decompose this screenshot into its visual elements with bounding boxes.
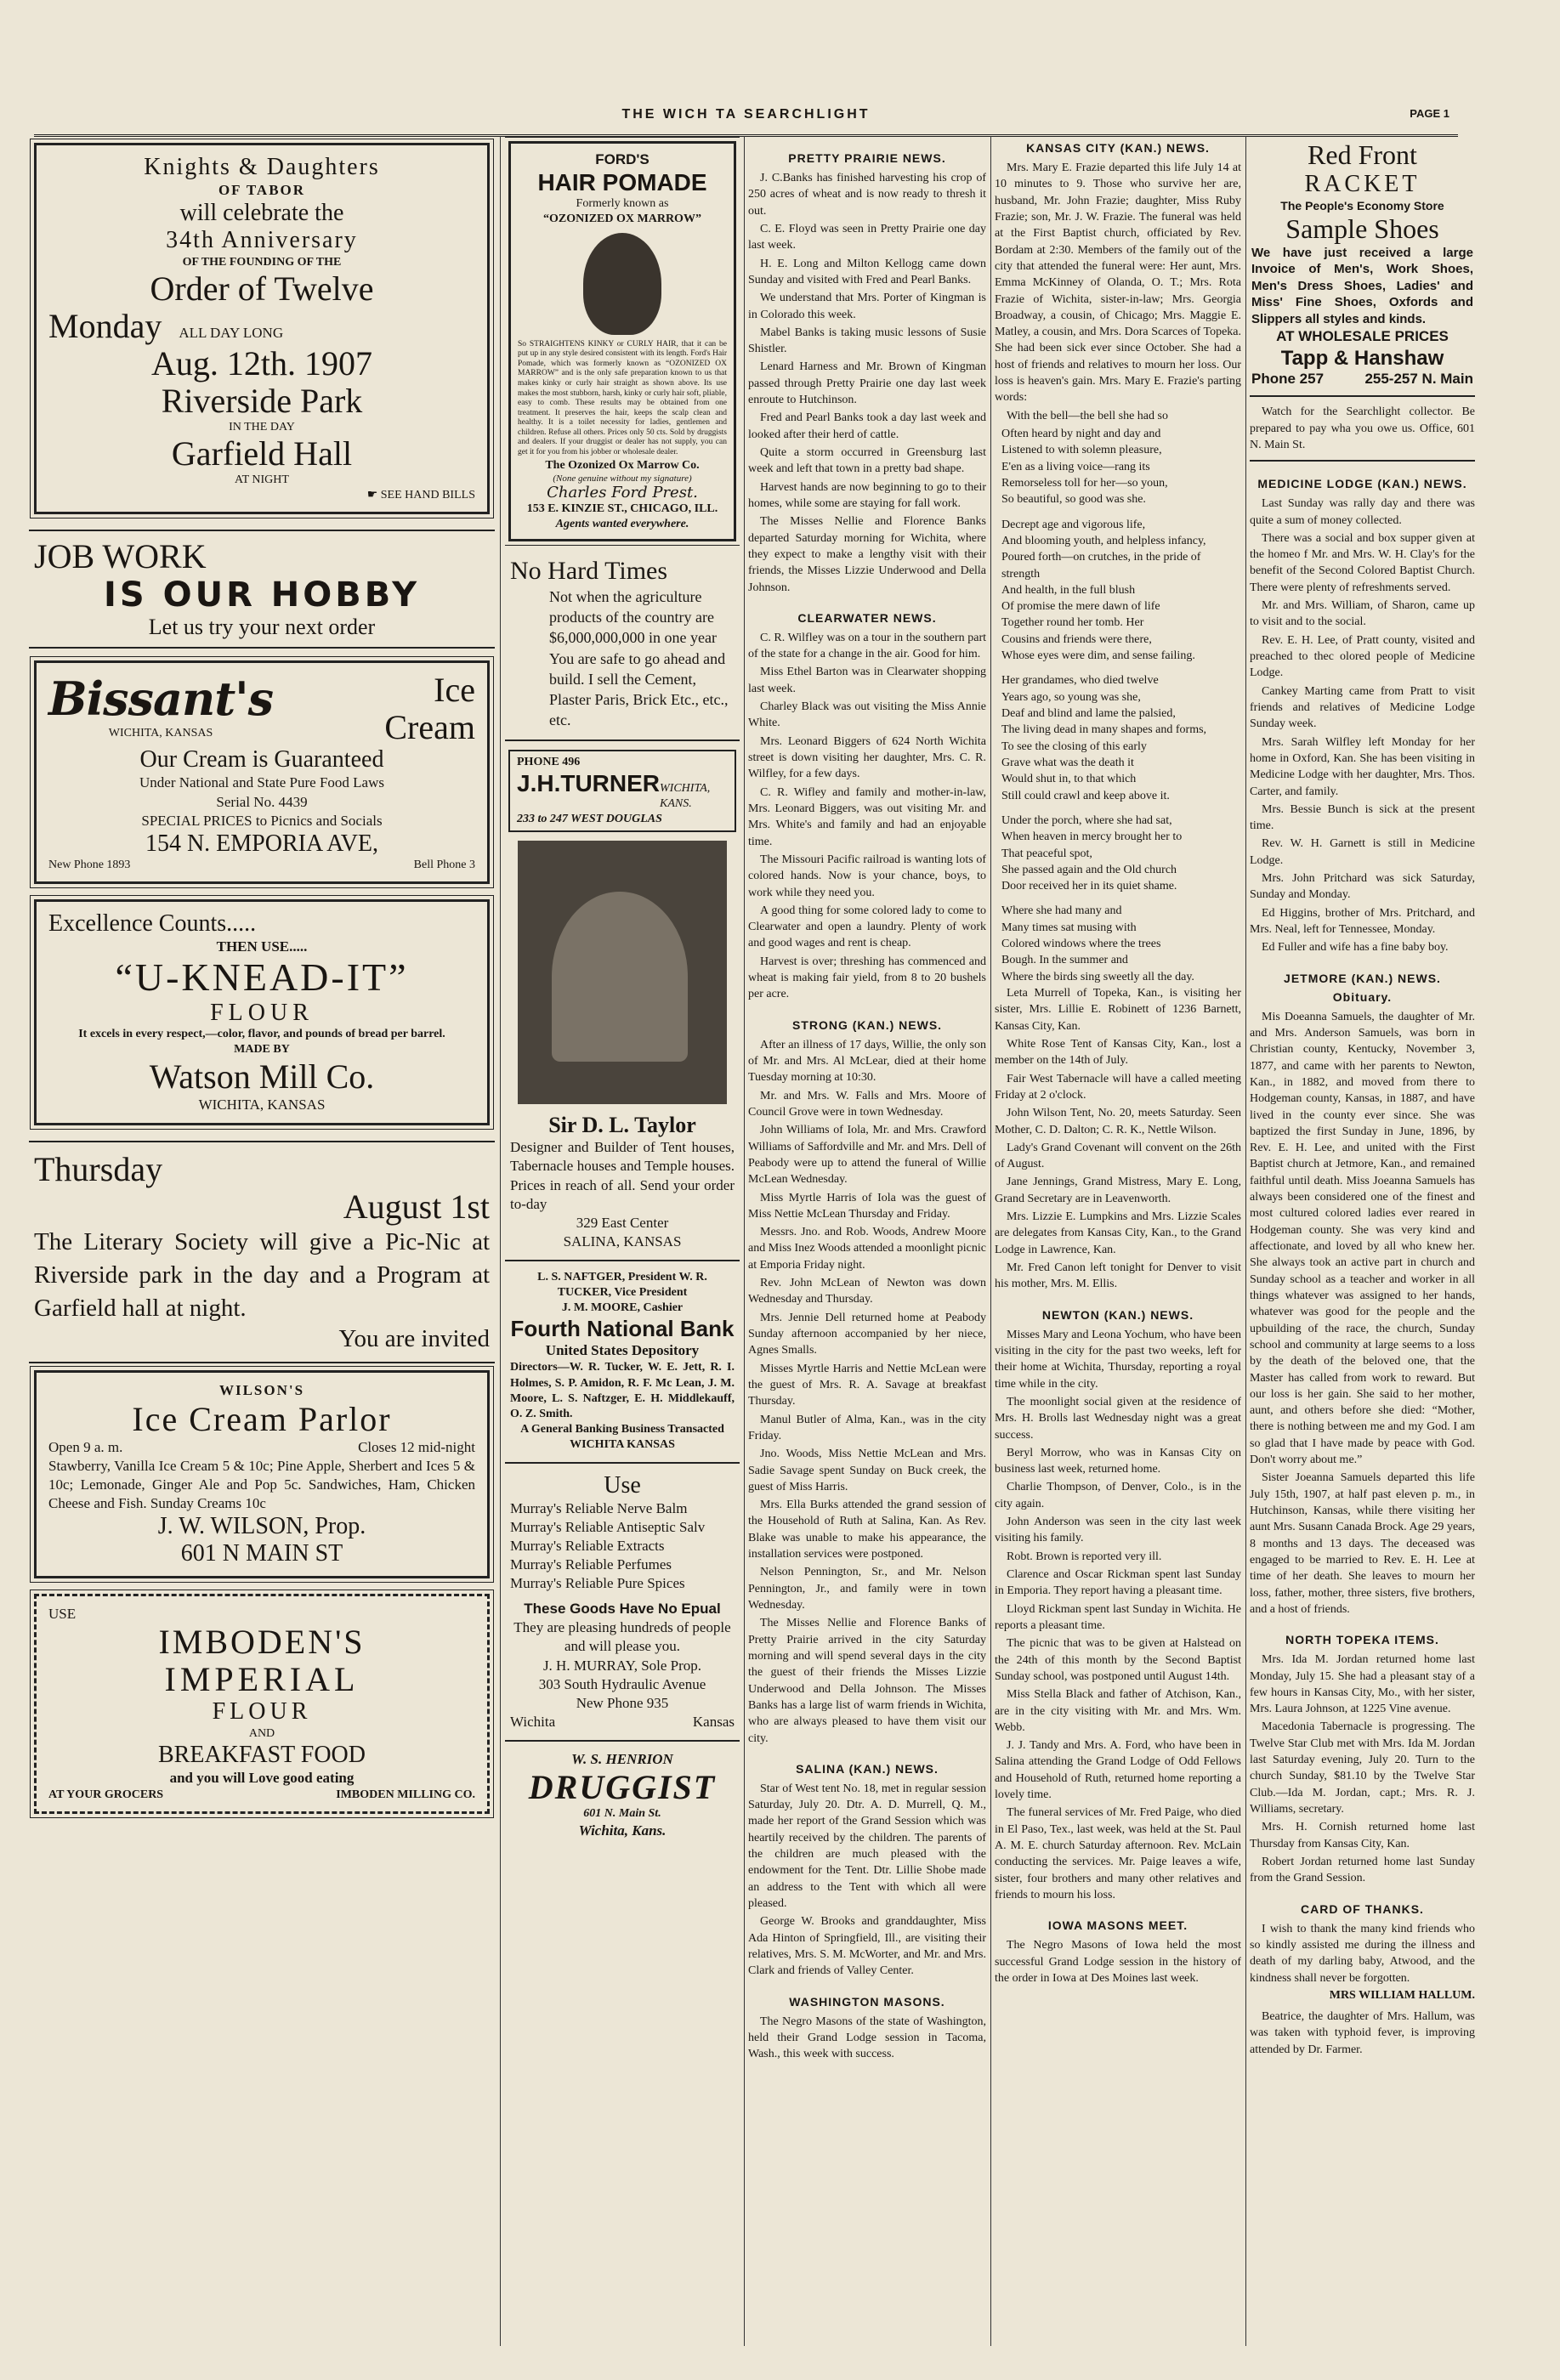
news-paragraph: Misses Myrtle Harris and Nettie McLean were the guest of Mrs. R. A. Savage at breakfast Thursday. (748, 1362, 986, 1408)
signature: Charles Ford Prest. (547, 483, 698, 502)
murray-item: Murray's Reliable Perfumes (510, 1556, 672, 1573)
no-hard-times-ad (505, 553, 740, 741)
news-paragraph: Clarence and Oscar Rickman spent last Sunday in Emporia. They report having a pleasant time. (995, 1568, 1241, 1598)
news-paragraph: Ed Fuller and wife has a fine baby boy. (1262, 941, 1449, 955)
ad-line: No Hard Times (510, 557, 668, 586)
imboden-flour-ad (34, 1594, 490, 1814)
news-paragraph: Mrs. Mary E. Frazie departed this life July 14 at 10 minutes to 9. Those who survive her are, husband, Mr. John Frazie; daughter, Miss Ruby Frazie; son, Mr. J. W. Frazie. The funeral was held at the First Baptist church, officiated by Rev. Bordam at 2:30. Members of the family out of the city that attended the funeral were: Her aunt, Mrs. Emma McKinney of Olanda, O. T.; Mrs. Rota Frazie of Wichita, sister-in-law; Mrs. Georgia Broadway, a cousin, of Chicago; Mrs. Maggie E. Matley, a cousin, and Mrs. Dora Scarces of Topeka. She had been sick ever since October. She had a host of friends and relatives to mourn her loss. Our loss is heaven's gain. Mrs. Mary E. Frazie's parting words: (995, 162, 1241, 405)
ad-line: Let us try your next order (148, 615, 376, 640)
ad-line: Open 9 a. m. (48, 1438, 123, 1455)
ad-line: Red Front (1308, 139, 1417, 170)
poem-line: Bough. In the summer and (1001, 954, 1128, 967)
section-heading: WASHINGTON MASONS. (789, 1994, 945, 2009)
taylor-ad (505, 1113, 740, 1261)
bissant-ice-cream-ad (34, 660, 490, 884)
news-paragraph: H. E. Long and Milton Kellogg came down Sunday and visited with Fred and Pearl Banks. (748, 257, 986, 286)
news-paragraph: Mrs. Lizzie E. Lumpkins and Mrs. Lizzie Scales are delegates from Kansas City, Kan., to the Grand Lodge in Lawrence, Kan. (995, 1210, 1241, 1256)
ad-line: United States Depository (545, 1342, 700, 1359)
ad-line: Knights & Daughters (144, 154, 380, 180)
ad-line: OF TABOR (218, 182, 306, 199)
ad-line: Fourth National Bank (510, 1315, 735, 1341)
news-paragraph: Misses Mary and Leona Yochum, who have been visiting in the city for the past two weeks, left for their home at Wichita, Thursday, reporting a royal time while in the city. (995, 1328, 1241, 1391)
ad-line: 329 East Center (576, 1214, 669, 1231)
column-rule (500, 136, 501, 2346)
page-number: PAGE 1 (1410, 107, 1449, 120)
news-paragraph: Mr. Fred Canon left tonight for Denver to visit his mother, Mrs. M. Ellis. (995, 1261, 1241, 1291)
ad-line: RACKET (1304, 170, 1421, 197)
section-heading: NORTH TOPEKA ITEMS. (1285, 1633, 1439, 1647)
notice-line: August 1st (343, 1187, 490, 1226)
poem-line: And health, in the full blush (1001, 583, 1136, 597)
poem-line: Cousins and friends were there, (1001, 632, 1152, 646)
fourth-national-bank-ad (505, 1261, 740, 1464)
section-heading: IOWA MASONS MEET. (1047, 1918, 1188, 1933)
ad-line: 303 South Hydraulic Avenue (538, 1675, 706, 1692)
news-paragraph: Mrs. Jennie Dell returned home at Peabody Sunday afternoon accompanied by her niece, Agnes Smalls. (748, 1311, 986, 1357)
ad-line: Our Cream is Guaranteed (139, 746, 384, 774)
section-heading: CLEARWATER NEWS. (797, 610, 937, 625)
murray-item: Murray's Reliable Nerve Balm (510, 1499, 688, 1516)
ad-line: HAIR POMADE (537, 169, 707, 196)
poem-line: Grave what was the death it (1001, 756, 1134, 769)
ad-line: J. H. MURRAY, Sole Prop. (542, 1657, 702, 1674)
news-paragraph: After an illness of 17 days, Willie, the only son of Mr. and Mrs. Al McLear, died at their home Tuesday morning at 10:30. (748, 1038, 986, 1085)
ad-line: The People's Economy Store (1280, 198, 1444, 212)
news-paragraph: A good thing for some colored lady to come to Clearwater and open a laundry. Plenty of work and good wages and rent is cheap. (748, 904, 986, 950)
ad-line: Bell Phone 3 (413, 858, 475, 871)
news-paragraph: With the bell—the bell she had so (1007, 409, 1168, 422)
poem-line: Where the birds sing sweetly all the day. (1001, 970, 1194, 983)
ad-line: IN THE DAY (229, 420, 295, 434)
ad-line: and you will Love good eating (169, 1769, 355, 1786)
news-paragraph: Mrs. John Pritchard was sick Saturday, Sunday and Monday. (1250, 872, 1475, 902)
ad-line: MADE BY (234, 1043, 290, 1057)
ad-line: SALINA, KANSAS (563, 1232, 682, 1250)
murray-item: Murray's Reliable Antiseptic Salv (510, 1518, 706, 1535)
poem-line: The living dead in many shapes and forms, (1001, 723, 1207, 737)
news-paragraph: Beryl Morrow, who was in Kansas City on business last week, returned home. (995, 1446, 1241, 1476)
news-paragraph: Charlie Thompson, of Denver, Colo., is in the city again. (995, 1481, 1241, 1510)
poem-line: Deaf and blind and lame the palsied, (1001, 707, 1176, 720)
news-paragraph: John Anderson was seen in the city last week visiting his family. (995, 1516, 1241, 1545)
ad-line: Order of Twelve (150, 269, 374, 308)
section-heading: SALINA (KAN.) NEWS. (796, 1761, 939, 1776)
poem-line: E'en as a living voice—rang its (1001, 460, 1150, 473)
ad-line: Sample Shoes (1285, 213, 1439, 245)
news-paragraph: Harvest hands are now beginning to go to their homes, while some are staying for fall work. (748, 480, 986, 510)
ad-line: Designer and Builder of Tent houses, Tabernacle houses and Temple houses. Prices in reach of all. Send your order to-day (510, 1139, 735, 1212)
ad-line: 153 E. KINZIE ST., CHICAGO, ILL. (526, 502, 718, 515)
ad-line: 601 N MAIN ST (180, 1540, 343, 1567)
ad-line: Stawberry, Vanilla Ice Cream 5 & 10c; Pine Apple, Sherbert and Ices 5 & 10c; Lemonade, Ginger Ale and Pop 5c. Sandwiches, Ham, Chicken Cheese and Fish. Sunday Creams 10c (48, 1457, 475, 1511)
news-paragraph: Miss Stella Black and father of Atchison, Kan., are in the city visiting with Mr. and Mrs. Wm. Webb. (995, 1688, 1241, 1734)
column-rule (744, 136, 745, 2346)
news-paragraph: J. J. Tandy and Mrs. A. Ford, who have been in Salina attending the Grand Lodge of Odd Fellows and Household of Ruth, returned home reporting a lovely time. (995, 1739, 1241, 1802)
news-paragraph: The Negro Masons of the state of Washington, held their Grand Lodge session in Tacoma, Wash., this week with success. (748, 2014, 986, 2061)
column-rule (990, 136, 991, 2346)
news-paragraph: Rev. E. H. Lee, of Pratt county, visited and preached to thec olored people of Medicine Lodge. (1250, 633, 1475, 680)
news-paragraph: There was a social and box supper given at the homeo f Mr. and Mrs. W. H. Clay's for the benefit of the Second Colored Baptist Church. There were plenty of refreshments served. (1250, 531, 1475, 594)
ad-line: Monday (48, 306, 162, 345)
ad-line: IMBODEN'S (158, 1623, 366, 1662)
ad-line: Serial No. 4439 (216, 793, 308, 810)
ad-line: USE (48, 1606, 77, 1623)
ad-line: They are pleasing hundreds of people and will please you. (513, 1619, 731, 1655)
poem-line: And blooming youth, and helpless infancy, (1001, 534, 1206, 547)
ad-line: SEE HAND BILLS (380, 489, 475, 502)
poem-line: So beautiful, so good was she. (1001, 493, 1146, 507)
ad-line: AT NIGHT (235, 473, 289, 487)
ad-line: New Phone 935 (576, 1694, 669, 1711)
section-subheading: Obituary. (1332, 989, 1393, 1004)
ad-line: FLOUR (210, 1000, 314, 1027)
ad-line: Wichita, Kans. (578, 1822, 667, 1839)
news-paragraph: Robert Jordan returned home last Sunday from the Grand Session. (1250, 1855, 1475, 1885)
ad-line: Tapp & Hanshaw (1280, 346, 1444, 370)
poem-line: Where she had many and (1001, 904, 1122, 918)
news-paragraph: Star of West tent No. 18, met in regular session Saturday, July 20. Dtr. A. D. Murrell, Q. M., made her report of the Grand Session which was heartily received by the children. The parents of the children are much pleased with the endowment for the Tent. Dtr. Lillie Shobe made an address to the Tent with which all were pleased. (748, 1782, 986, 1910)
ad-line: Ice (434, 671, 475, 710)
news-paragraph: Mrs. Sarah Wilfley left Monday for her home in Oxford, Kan. She has been visiting in Medicine Lodge with her daughter, Mrs. Thos. Carter, and family. (1250, 735, 1475, 798)
poem-line: Door received her in its quiet shame. (1001, 880, 1177, 893)
knights-ad (34, 143, 490, 514)
ad-line: WICHITA, KANSAS (198, 1096, 326, 1113)
poem-line: Decrept age and vigorous life, (1001, 518, 1146, 531)
signature-line: MRS WILLIAM HALLUM. (1329, 1988, 1475, 2002)
poem-line (1001, 894, 1241, 903)
news-paragraph: Fair West Tabernacle will have a called meeting Friday at 2 o'clock. (995, 1072, 1241, 1102)
ad-line: The Ozonized Ox Marrow Co. (545, 458, 700, 472)
ad-line: Wichita (510, 1713, 556, 1730)
ad-line: WILSON'S (218, 1382, 305, 1399)
news-paragraph: Lady's Grand Covenant will convent on the 26th of August. (995, 1141, 1241, 1171)
ad-line: IMPERIAL (164, 1660, 360, 1699)
u-knead-it-flour-ad (34, 899, 490, 1125)
tent-house-photo (518, 841, 727, 1104)
news-paragraph: Mrs. Ida M. Jordan returned home last Monday, July 15. She had a pleasant stay of a few hours in Kansas City, Mo., with her sister, Mrs. Laura Johnson, at 1225 Vine avenue. (1250, 1653, 1475, 1716)
news-paragraph: Jane Jennings, Grand Mistress, Mary E. Long, Grand Secretary are in Leavenworth. (995, 1176, 1241, 1205)
ad-line: AT YOUR GROCERS (48, 1788, 164, 1802)
ad-line: BREAKFAST FOOD (157, 1741, 366, 1768)
news-paragraph: The Missouri Pacific railroad is wanting lots of colored hands. Now is your chance, boys, to work while they need you. (748, 853, 986, 899)
news-paragraph: Macedonia Tabernacle is progressing. The Twelve Star Club met with Mrs. Ida M. Jordan last Saturday evening, July 20. Turn to the church Sunday, $81.10 by the Twelve Star Club.—Ida M. Jordan, capt.; Mrs. R. J. Williams, secretary. (1250, 1720, 1475, 1816)
job-work-ad (29, 530, 495, 649)
news-paragraph: The Misses Nellie and Florence Banks of Pretty Prairie arrived in the city Saturday morning and will spend several days in the city the guest of their friends the Misses Lizzie Underwood and Della Johnson. The Misses Banks has a large list of warm friends in Wichita, who are always pleased to have them visit our city. (748, 1617, 986, 1745)
ad-line: Directors—W. R. Tucker, W. E. Jett, R. I. Holmes, S. P. Amidon, R. F. Mc Lean, J. M. Moore, L. S. Naftzger, E. H. Middlekauff, O. Z. Smith. (510, 1361, 735, 1421)
ad-line: Formerly known as (576, 197, 669, 211)
news-paragraph: Manul Butler of Alma, Kan., was in the city Friday. (748, 1413, 986, 1442)
ad-line: 233 to 247 WEST DOUGLAS (517, 813, 662, 826)
ad-line: WICHITA, KANSAS (108, 727, 213, 740)
ad-line: A General Banking Business Transacted (520, 1423, 724, 1436)
section-heading: NEWTON (KAN.) NEWS. (1041, 1307, 1194, 1322)
poem-line (1001, 664, 1241, 672)
ad-line: 154 N. EMPORIA AVE, (145, 830, 379, 857)
news-paragraph: Lenard Harness and Mr. Brown of Kingman passed through Pretty Prairie one day last week enroute to Hutchinson. (748, 360, 986, 407)
ad-line: Aug. 12th. 1907 (151, 343, 372, 382)
news-paragraph: Harvest is over; threshing has commenced and wheat is making fair yield, from 8 to 20 bushels per acre. (748, 955, 986, 1001)
news-paragraph: The picnic that was to be given at Halstead on the 24th of this month by the Second Baptist Sunday school, was postponed until August 14th. (995, 1637, 1241, 1683)
poem-line: Of promise the mere dawn of life (1001, 600, 1160, 614)
ad-line: FORD'S (595, 151, 650, 167)
news-paragraph: John Williams of Iola, Mr. and Mrs. Crawford Williams of Saffordville and Mr. and Mrs. Dell of Peabody were up to attend the funeral of Willie McLean Wednesday. (748, 1124, 986, 1187)
ad-line: PHONE 496 (517, 755, 581, 768)
news-paragraph: Mr. and Mrs. William, of Sharon, came up to visit and to the social. (1250, 599, 1475, 629)
poem-line: Her grandames, who died twelve (1001, 674, 1159, 688)
news-paragraph: Fred and Pearl Banks took a day last week and looked after their herd of cattle. (748, 411, 986, 441)
racket-ad (1250, 136, 1475, 397)
news-paragraph: C. E. Floyd was seen in Pretty Prairie one day last week. (748, 222, 986, 252)
news-paragraph: Mabel Banks is taking music lessons of Susie Shistler. (748, 326, 986, 356)
ad-line: J. M. MOORE, Cashier (561, 1301, 684, 1315)
masthead (34, 100, 1458, 137)
poem-line: Under the porch, where she had sat, (1001, 813, 1172, 827)
ad-line: Ice Cream Parlor (132, 1399, 392, 1438)
ad-line: Cream (384, 708, 475, 747)
news-paragraph: George W. Brooks and granddaughter, Miss Ada Hinton of Springfield, Ill., are visiting their relatives, Mrs. S. M. McWorter, and Mr. and Mrs. Clark and friends of Valley Center. (748, 1915, 986, 1978)
news-paragraph: Miss Ethel Barton was in Clearwater shopping last week. (748, 666, 986, 695)
ad-line: JOB WORK (34, 537, 207, 576)
notice-line: You are invited (338, 1325, 490, 1353)
ad-line: Garfield Hall (171, 434, 353, 473)
column-5 (1250, 136, 1475, 2346)
ad-line: These Goods Have No Epual (524, 1601, 721, 1618)
poem-line: Together round her tomb. Her (1001, 616, 1144, 630)
poem-line: Many times sat musing with (1001, 921, 1137, 934)
poem-line: Poured forth—on crutches, in the pride of strength (1001, 551, 1201, 581)
news-paragraph: The funeral services of Mr. Fred Paige, who died in El Paso, Tex., last week, was held at the St. Paul A. M. E. church Saturday afternoon. Rev. McLain conducting the services. Mr. Paige leaves a wife, sister, four brothers and many other relatives and friends to mourn his loss. (995, 1806, 1241, 1901)
ad-line: FLOUR (212, 1698, 312, 1726)
news-paragraph: Mis Doeanna Samuels, the daughter of Mr. and Mrs. Anderson Samuels, was born in Christian county, Kentucky, November 3, 1877, and came with her parents to Newton, Kan., in 1882, and moved from there to Hodgeman county, Kansas, in 1887, and have lived in the county ever since. She was baptized the first Sunday in June, 1896, by Rev. E. H. Lee, and united with the First Baptist church at Jetmore, Kan., and remained faithful until death. Miss Joeanna Samuels has always been considered one of the finest and most cultured colored ladies ever reared in Hodgeman county. She was very kind and affectionate, and loved by all who knew her. She always took an active part in church and Sunday school as a teacher and worker in all things whatever was assigned to her hands, whatever was good for the people and the upbuilding of the race, the church, Sunday school and community at large seems to a loss by the death of the beloved one, that the Master has called from work to reward. But our loss is her gain. She said to her mother, aunt, and others before she died: “Mother, there is nothing between me and my God. I am so glad that I have made by peace with God. Don't worry about me.” (1250, 1010, 1475, 1467)
collector-notice: Watch for the Searchlight collector. Be prepared to pay wha you owe us. Office, 601 N. Main St. (1250, 404, 1475, 462)
poem-line: When heaven in mercy brought her to (1001, 830, 1183, 844)
column-rule (1245, 136, 1246, 2346)
murray-item: Murray's Reliable Extracts (510, 1537, 665, 1554)
ad-line: Not when the agriculture products of the country are $6,000,000,000 in one year You are safe to go ahead and build. I sell the Cement, Plaster Paris, Brick Etc., etc., etc. (549, 587, 729, 729)
notice-line: The Literary Society will give a Pic-Nic at Riverside park in the day and a Program at Garfield hall at night. (34, 1227, 490, 1322)
poem-line: Years ago, so young was she, (1001, 690, 1141, 704)
news-paragraph: Leta Murrell of Topeka, Kan., is visiting her sister, Mrs. Lillie E. Robinett of 1236 Barnett, Kansas City, Kan. (995, 987, 1241, 1033)
murray-ad (505, 1464, 740, 1742)
ad-line: Sir D. L. Taylor (548, 1113, 696, 1138)
ad-line: Under National and State Pure Food Laws (139, 774, 384, 791)
news-paragraph: Nelson Pennington, Sr., and Mr. Nelson Pennington, Jr., and family were in town Wednesday. (748, 1566, 986, 1612)
news-paragraph: Mrs. H. Cornish returned home last Thursday from Kansas City, Kan. (1250, 1821, 1475, 1850)
ad-line: OF THE FOUNDING OF THE (182, 255, 342, 269)
ad-line: THEN USE..... (216, 938, 308, 955)
ad-line: We have just received a large Invoice of Men's, Work Shoes, Men's Dress Shoes, Ladies' and Miss' Fine Shoes, Oxfords and Slippers all styles and kinds. (1251, 245, 1473, 326)
section-heading: JETMORE (KAN.) NEWS. (1284, 971, 1441, 985)
portrait-image (583, 233, 661, 335)
news-paragraph: Rev. John McLean of Newton was down Wednesday and Thursday. (748, 1277, 986, 1306)
poem-line: Often heard by night and day and (1001, 428, 1161, 440)
turner-ad (508, 750, 736, 833)
news-paragraph: Ed Higgins, brother of Mrs. Pritchard, and Mrs. Neal, left for Tennessee, Monday. (1250, 906, 1475, 936)
news-paragraph: The moonlight social given at the residence of Mrs. H. Brolls last Wednesday night was a great success. (995, 1395, 1241, 1442)
news-paragraph: Messrs. Jno. and Rob. Woods, Andrew Moore and Miss Inez Woods attended a moonlight picnic at Emporia Friday night. (748, 1226, 986, 1272)
ad-line: IMBODEN MILLING CO. (336, 1788, 475, 1802)
ad-line: (None genuine without my signature) (553, 473, 692, 484)
ad-line: New Phone 1893 (48, 858, 131, 871)
column-3 (748, 136, 986, 2346)
poem-line (1001, 804, 1241, 813)
notice-line: Thursday (34, 1149, 163, 1188)
ad-line: AT WHOLESALE PRICES (1276, 328, 1449, 345)
wilson-ice-cream-ad (34, 1370, 490, 1578)
news-paragraph: Cankey Marting came from Pratt to visit friends and relatives of Medicine Lodge Sunday week. (1250, 684, 1475, 731)
ad-line: Riverside Park (161, 381, 363, 420)
news-paragraph: Beatrice, the daughter of Mrs. Hallum, was was taken with typhoid fever, is improving attended by Dr. Farmer. (1250, 2010, 1475, 2056)
ad-line: J. W. WILSON, Prop. (157, 1512, 366, 1539)
ad-line: 601 N. Main St. (583, 1807, 661, 1821)
ad-line: 255-257 N. Main (1364, 371, 1473, 388)
news-paragraph: John Wilson Tent, No. 20, meets Saturday. Seen Mother, C. D. Dalton; C. R. K., Nettle Wilson. (995, 1107, 1241, 1136)
ad-line: Phone 257 (1251, 371, 1325, 388)
ad-line: So STRAIGHTENS KINKY or CURLY HAIR, that it can be put up in any style desired consistent with its length. Ford's Hair Pomade, which was formerly known as “OZONIZED OX MARROW” and is the only safe preparation known to us that makes kinky or curly hair straight as shown above. Its use makes the most stubborn, harsh, kinky or curly hair soft, pliable, easy to comb. These results may be obtained from one treatment. It preserves the hair, keeps the scalp clean and healthy. It is a toilet necessity for ladies, gentlemen and children. Refuse all others. Prices only 50 cts. Sold by druggists and dealers. If your druggist or dealer has not supply, you can get it for you from his jobber or wholesale dealer. (518, 339, 727, 457)
poem-line: Remorseless toll for her—so youn, (1001, 476, 1168, 490)
poem-line: Still could crawl and keep above it. (1001, 789, 1170, 802)
section-heading: KANSAS CITY (KAN.) NEWS. (1026, 141, 1210, 155)
news-paragraph: We understand that Mrs. Porter of Kingman is in Colorado this week. (748, 292, 986, 321)
bissant-logo: Bissant's (48, 672, 274, 727)
section-heading: CARD OF THANKS. (1301, 1901, 1424, 1916)
news-paragraph: Mrs. Ella Burks attended the grand session of the Household of Ruth at Salina, Kan. As Rev. Blake was unable to make his appearance, the installation services were postponed. (748, 1499, 986, 1561)
ad-line: WICHITA KANSAS (570, 1438, 675, 1452)
news-paragraph: C. R. Wilfley was on a tour in the southern part of the state for a change in the air. Good for him. (748, 631, 986, 661)
news-paragraph: Mrs. Bessie Bunch is sick at the present time. (1250, 802, 1475, 833)
news-paragraph: C. R. Wifley and family and mother-in-law, Mrs. Leonard Biggers, was out visiting Mr. and Mrs. White's and family and had an enjoyable time. (748, 785, 986, 848)
news-paragraph: J. C.Banks has finished harvesting his crop of 250 acres of wheat and is now ready to thresh it out. (748, 172, 986, 218)
news-paragraph: Mrs. Leonard Biggers of 624 North Wichita street is down visiting her daughter, Mrs. C. R. Wilfley, for a few days. (748, 734, 986, 781)
ad-line: It excels in every respect,—color, flavor, and pounds of bread per barrel. (78, 1028, 445, 1041)
ad-line: Kansas (692, 1713, 735, 1730)
literary-society-notice (29, 1141, 495, 1364)
news-paragraph: Jno. Woods, Miss Nettie McLean and Mrs. Sadie Savage spent Sunday on Buck creek, the guest of Miss Harris. (748, 1448, 986, 1493)
poem-line: That peaceful spot, (1001, 847, 1092, 860)
ad-line: Agents wanted everywhere. (555, 517, 689, 530)
news-paragraph: White Rose Tent of Kansas City, Kan., lost a member on the 14th of July. (995, 1037, 1241, 1068)
news-paragraph: Robt. Brown is reported very ill. (1007, 1550, 1162, 1563)
column-1 (29, 136, 495, 2346)
section-heading: PRETTY PRAIRIE NEWS. (788, 151, 946, 165)
ad-line: Excellence Counts..... (48, 910, 257, 938)
news-paragraph: The Negro Masons of Iowa held the most successful Grand Lodge session in the history of the order in Iowa at Des Moines last week. (995, 1939, 1241, 1985)
newspaper-title: THE WICH TA SEARCHLIGHT (621, 107, 871, 122)
poem-line: Listened to with solemn pleasure, (1001, 444, 1162, 457)
murray-item: Murray's Reliable Pure Spices (510, 1575, 685, 1592)
news-paragraph: Miss Myrtle Harris of Iola was the guest of Miss Nettie McLean Thursday and Friday. (748, 1191, 986, 1221)
ad-line: J.H.TURNER (517, 769, 661, 796)
section-heading: STRONG (KAN.) NEWS. (791, 1017, 943, 1032)
pointing-hand-icon: ☛ (366, 489, 378, 502)
ad-line: IS OUR HOBBY (103, 575, 421, 615)
column-4 (995, 136, 1241, 2346)
poem (1001, 426, 1241, 985)
ad-line: AND (248, 1726, 275, 1740)
ad-line: WICHITA, KANS. (660, 781, 711, 811)
column-2 (505, 136, 740, 2346)
news-paragraph: The Misses Nellie and Florence Banks departed Saturday morning for Wichita, where they expect to make a lengthy visit with their friends, the Misses Lizzie Underwood and Della Johnson. (748, 515, 986, 594)
ad-line: 34th Anniversary (166, 227, 358, 254)
ad-line: ALL DAY LONG (179, 324, 284, 341)
poem-line: Would shut in, to that which (1001, 773, 1137, 786)
news-paragraph: Last Sunday was rally day and there was quite a sum of money collected. (1250, 497, 1475, 527)
ad-line: Use (604, 1471, 641, 1499)
ad-line: SPECIAL PRICES to Picnics and Socials (141, 812, 383, 829)
poem-line: Whose eyes were dim, and sense failing. (1001, 649, 1195, 663)
ad-line: “OZONIZED OX MARROW” (543, 212, 701, 226)
section-heading: MEDICINE LODGE (KAN.) NEWS. (1257, 477, 1467, 491)
ad-line: “U-KNEAD-IT” (115, 955, 409, 1000)
henrion-druggist-ad (505, 1742, 740, 1849)
news-paragraph: Charley Black was out visiting the Miss Annie White. (748, 700, 986, 730)
ad-line: will celebrate the (179, 200, 344, 227)
ad-line: Closes 12 mid-night (358, 1438, 475, 1455)
ad-line: DRUGGIST (528, 1768, 717, 1807)
ad-line: W. S. HENRION (571, 1750, 673, 1767)
ad-line: Watson Mill Co. (149, 1057, 375, 1096)
poem-line (1001, 508, 1241, 517)
hair-pomade-ad (508, 141, 736, 541)
news-paragraph: Lloyd Rickman spent last Sunday in Wichita. He reports a pleasant time. (995, 1602, 1241, 1632)
news-paragraph: Mr. and Mrs. W. Falls and Mrs. Moore of Council Grove were in town Wednesday. (748, 1089, 986, 1119)
poem-line: She passed again and the Old church (1001, 863, 1177, 876)
ad-line: L. S. NAFTGER, President W. R. TUCKER, Vice President (537, 1270, 707, 1300)
news-paragraph: Rev. W. H. Garnett is still in Medicine Lodge. (1250, 837, 1475, 867)
poem-line: To see the closing of this early (1001, 740, 1147, 753)
news-paragraph: Quite a storm occurred in Greensburg last week and left that town in a pretty bad shape. (748, 446, 986, 476)
news-paragraph: I wish to thank the many kind friends who so kindly assisted me during the illness and death of my darling baby, Atwood, and the kindness shall never be forgotten. (1250, 1922, 1475, 1985)
news-paragraph: Sister Joeanna Samuels departed this life July 15th, 1907, at half past eleven p. m., in Hutchinson, Kansas, while there visiting her aunt Mrs. Susann Canada Brock. Age 29 years, 8 months and 13 days. The deceased was engaged to be married to Rev. E. H. Lee at time of her death. She leaves to mourn her loss, father, mother, three sisters, five brothers, and a host of friends. (1250, 1471, 1475, 1616)
poem-line: Colored windows where the trees (1001, 938, 1161, 951)
